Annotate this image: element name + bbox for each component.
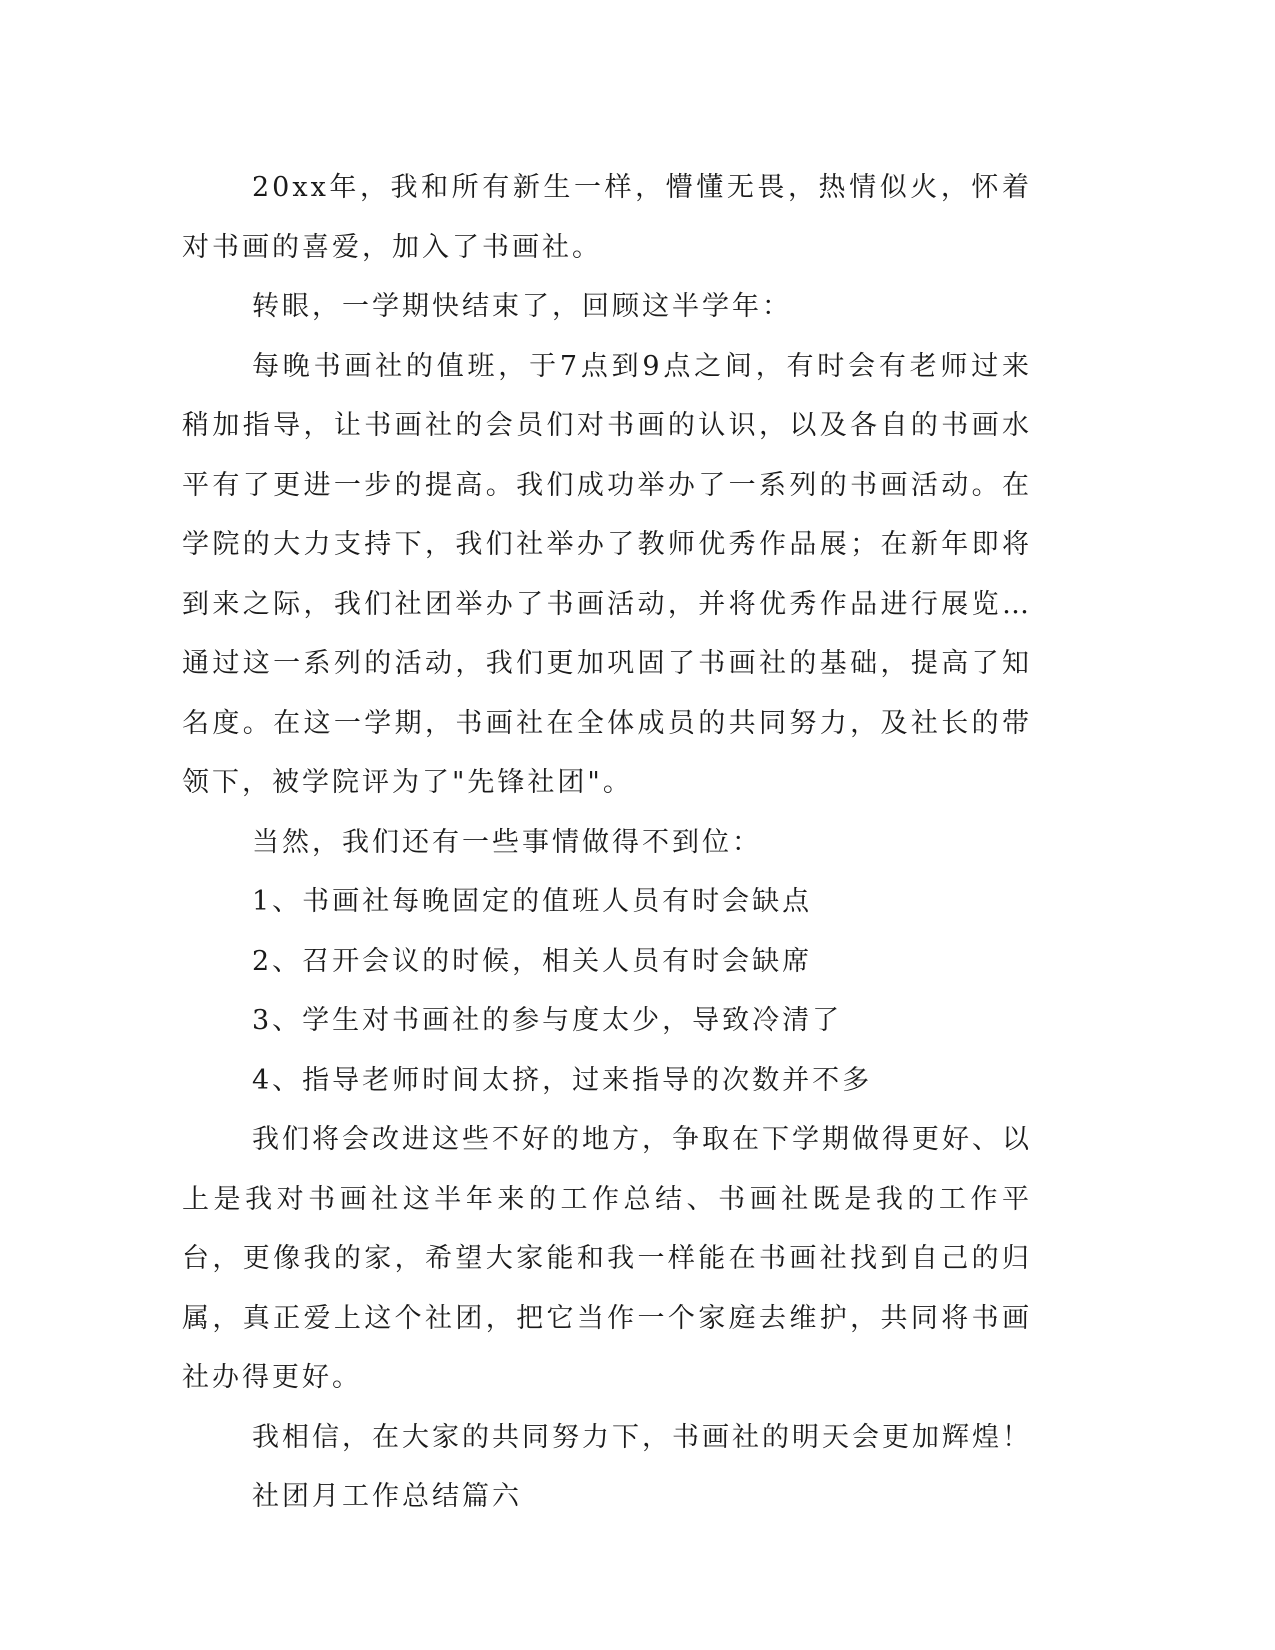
list-item-shortcoming-2: 2、召开会议的时候，相关人员有时会缺席 [252,945,813,977]
list-item-shortcoming-3: 3、学生对书画社的参与度太少，导致冷清了 [252,1005,843,1036]
document-body [182,158,1032,1527]
paragraph-activities: 每晚书画社的值班，于7点到9点之间，有时会有老师过来稍加指导，让书画社的会员们对书画的认识，以及各自的书画水平有了更进一步的提高。我们成功举办了一系列的书画活动。在学院的大力支持下，我们社举办了教师优秀作品展；在新年即将到来之际，我们社团举办了书画活动，并将优秀作品进行展览…通过这一系列的活动，我们更加巩固了书画社的基础，提高了知名度。在这一学期，书画社在全体成员的共同努力，及社长的带领下，被学院评为了"先锋社团"。 [182,350,1032,798]
paragraph-shortcomings-lead: 当然，我们还有一些事情做得不到位： [252,826,762,858]
section-heading: 社团月工作总结篇六 [252,1481,522,1512]
paragraph-closing: 我相信，在大家的共同努力下，书画社的明天会更加辉煌！ [252,1421,1032,1453]
paragraph-intro: 20xx年，我和所有新生一样，懵懂无畏，热情似火，怀着对书画的喜爱，加入了书画社。 [182,172,1032,263]
list-item-shortcoming-1: 1、书画社每晚固定的值班人员有时会缺点 [252,886,813,917]
list-item-shortcoming-4: 4、指导老师时间太挤，过来指导的次数并不多 [252,1064,873,1096]
paragraph-review-lead: 转眼，一学期快结束了，回顾这半学年： [252,291,792,322]
paragraph-improvement: 我们将会改进这些不好的地方，争取在下学期做得更好、以上是我对书画社这半年来的工作总结、书画社既是我的工作平台，更像我的家，希望大家能和我一样能在书画社找到自己的归属，真正爱上这个社团，把它当作一个家庭去维护，共同将书画社办得更好。 [182,1124,1032,1393]
